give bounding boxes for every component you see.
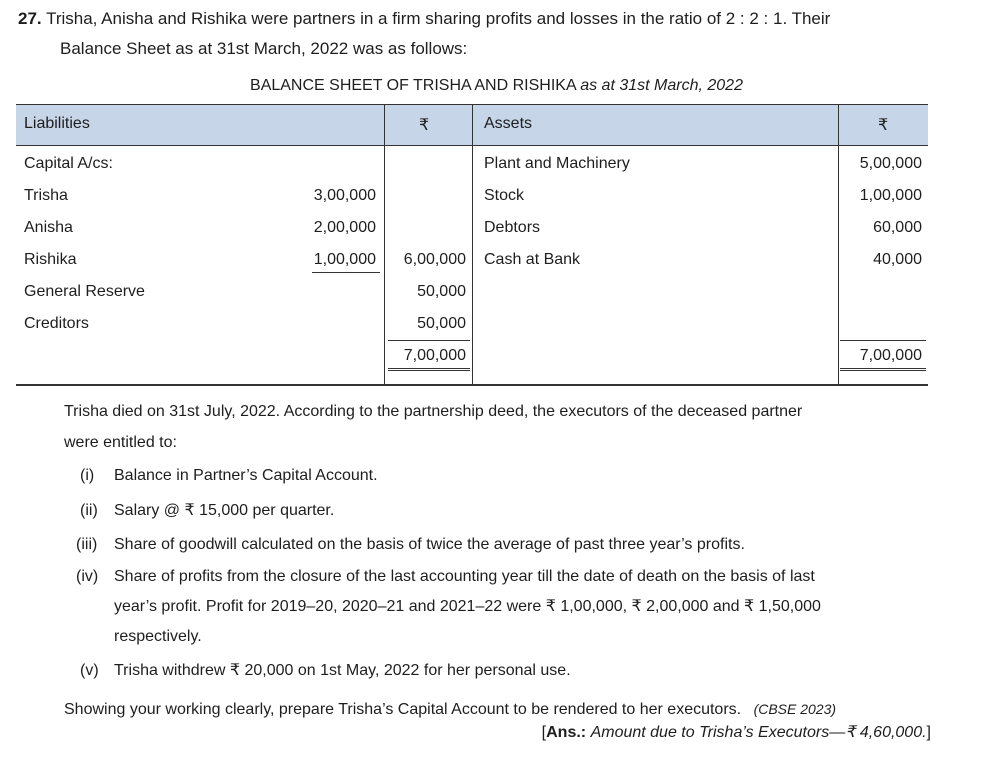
question-text-1: Trisha, Anisha and Rishika were partners in a firm sharing profits and losses in the ratio of 2 : 2 : 1. Their: [46, 9, 831, 28]
partner-amount: 2,00,000: [313, 219, 376, 236]
answer-line: [542, 722, 931, 744]
question-line-2: Balance Sheet as at 31st March, 2022 was as follows:: [60, 39, 468, 58]
list-item-text: Salary @ ₹ 15,000 per quarter.: [114, 502, 335, 519]
header-assets: Assets: [484, 115, 533, 132]
header-rupee-assets: ₹: [878, 117, 889, 134]
capital-heading: Capital A/cs:: [24, 155, 113, 172]
total-double-underline: [840, 368, 926, 371]
column-divider: [472, 104, 473, 386]
partner-name: Trisha: [24, 187, 68, 204]
question-number: 27.: [18, 9, 42, 28]
asset-name: Plant and Machinery: [484, 155, 630, 172]
partner-amount: 3,00,000: [313, 187, 376, 204]
source-citation: (CBSE 2023): [753, 701, 837, 717]
list-item-text: Share of goodwill calculated on the basis of twice the average of past three year’s profits.: [114, 536, 745, 553]
liability-name: Creditors: [24, 315, 89, 332]
list-item-text: Balance in Partner’s Capital Account.: [114, 467, 378, 484]
list-item-text: Trisha withdrew ₹ 20,000 on 1st May, 2022 for her personal use.: [114, 662, 571, 679]
answer-open-bracket: [: [541, 724, 547, 741]
balance-sheet-title: [0, 77, 993, 95]
list-item-number: (iv): [76, 568, 99, 585]
assets-total: 7,00,000: [859, 347, 922, 364]
asset-name: Stock: [484, 187, 525, 204]
list-item-number: (i): [80, 467, 95, 484]
list-item-text: respectively.: [114, 628, 202, 645]
partner-name: Rishika: [24, 251, 77, 268]
asset-amount: 1,00,000: [859, 187, 922, 204]
closing-text: Showing your working clearly, prepare Trisha’s Capital Account to be rendered to her executors.: [64, 701, 742, 718]
asset-amount: 5,00,000: [859, 155, 922, 172]
asset-amount: 60,000: [873, 219, 922, 236]
title-date: as at 31st March, 2022: [580, 77, 743, 94]
answer-label: Ans.:: [546, 724, 587, 741]
liabilities-total: 7,00,000: [403, 347, 466, 364]
balance-sheet-table: [16, 104, 928, 386]
partner-amount: 1,00,000: [313, 251, 376, 268]
list-item-text: year’s profit. Profit for 2019–20, 2020–21 and 2021–22 were ₹ 1,00,000, ₹ 2,00,000 and ₹ 1,50,000: [114, 598, 821, 615]
asset-amount: 40,000: [873, 251, 922, 268]
list-item-number: (iii): [76, 536, 98, 553]
asset-name: Debtors: [484, 219, 541, 236]
partner-name: Anisha: [24, 219, 73, 236]
liability-name: General Reserve: [24, 283, 145, 300]
liability-amount: 50,000: [417, 315, 466, 332]
table-bottom-rule: [16, 384, 928, 386]
asset-name: Cash at Bank: [484, 251, 581, 268]
list-item-text: Share of profits from the closure of the last accounting year till the date of death on the basis of last: [114, 568, 815, 585]
subtotal-underline: [312, 272, 380, 273]
list-item-number: (v): [80, 662, 99, 679]
title-main: BALANCE SHEET OF TRISHA AND RISHIKA: [250, 77, 576, 94]
capital-total: 6,00,000: [403, 251, 466, 268]
closing-line: [64, 698, 836, 721]
column-divider: [384, 104, 385, 386]
answer-text: Amount due to Trisha’s Executors—₹ 4,60,000.: [590, 724, 927, 741]
question-line-1: [18, 8, 830, 30]
answer-close-bracket: ]: [926, 724, 931, 741]
paragraph-line: Trisha died on 31st July, 2022. According to the partnership deed, the executors of the deceased partner: [64, 403, 803, 420]
liability-amount: 50,000: [417, 283, 466, 300]
header-rupee-liabilities: ₹: [419, 117, 430, 134]
total-topline: [840, 340, 926, 341]
total-double-underline: [388, 368, 470, 371]
total-topline: [388, 340, 470, 341]
column-divider: [838, 104, 839, 386]
paragraph-line: were entitled to:: [64, 434, 177, 451]
list-item-number: (ii): [80, 502, 98, 519]
header-liabilities: Liabilities: [24, 115, 90, 132]
